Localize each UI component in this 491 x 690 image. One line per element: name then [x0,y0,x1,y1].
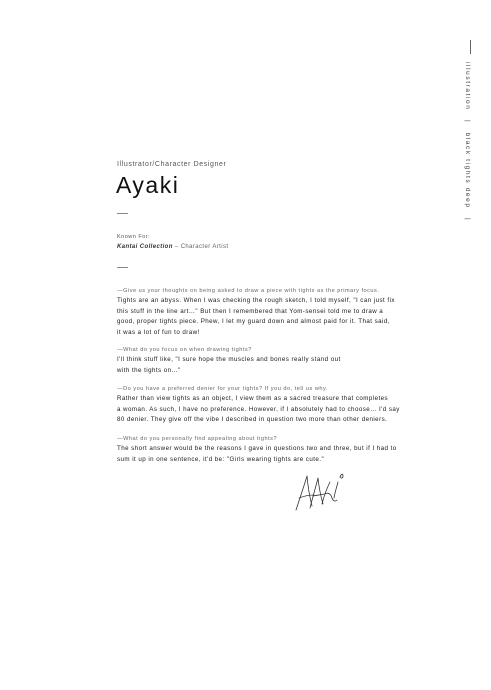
divider-dash [117,213,128,214]
side-tab-separator-end: | [464,217,471,222]
known-for-separator: – [172,244,181,250]
question: —What do you personally find appealing about tights? [117,436,278,442]
side-tab-label [464,62,471,227]
qa-block [117,346,400,376]
side-tab-section: illustration [464,62,471,111]
answer-line: sum it up in one sentence, it'd be: "Girls wearing tights are cute." [117,455,325,463]
artist-name: Ayaki [116,172,180,198]
answer-line: 80 denier. They give off the vibe I described in question two more than other deniers. [117,416,388,424]
answer [117,394,400,426]
qa-block [117,287,400,338]
question: —Do you have a preferred denier for your tights? If you do, tell us why. [117,386,328,392]
known-for-work: Kantai Collection [117,244,173,250]
answer-line: a woman. As such, I have no preference. However, if I absolutely had to choose… I'd say [117,405,400,413]
side-tab-rule [470,40,471,54]
divider-dash [117,267,128,268]
qa-block [117,435,400,465]
artist-role: Illustrator/Character Designer [117,161,227,168]
answer-line: good, proper tights piece. Phew, I let my guard down and almost paid for it. That said, [117,318,390,326]
answer [117,296,400,338]
side-tab-separator: | [464,119,471,124]
answer-line: I'll think stuff like, "I sure hope the muscles and bones really stand out [117,356,341,363]
handwritten-signature [290,468,350,516]
question: —Give us your thoughts on being asked to draw a piece with tights as the primary focus. [117,288,380,294]
question: —What do you focus on when drawing tights? [117,347,252,353]
answer-line: Tights are an abyss. When I was checking the rough sketch, I told myself, "I can just fix [117,297,395,304]
side-tab [458,40,488,222]
answer [117,444,400,465]
answer-line: with the tights on…" [117,366,181,374]
answer [117,355,400,376]
known-for-role: Character Artist [180,244,229,250]
answer-line: The short answer would be the reasons I gave in questions two and three, but if I had to [117,445,397,452]
answer-line: this stuff in the line art…" But then I remembered that Yom-sensei told me to draw a [117,307,384,315]
side-tab-title: black tights deep [464,132,471,209]
known-for-line [117,244,228,250]
answer-line: it was a lot of fun to draw! [117,328,200,336]
answer-line: Rather than view tights as an object, I view them as a sacred treasure that completes [117,395,389,402]
qa-block [117,385,400,426]
known-for-label: Known For: [117,234,151,240]
